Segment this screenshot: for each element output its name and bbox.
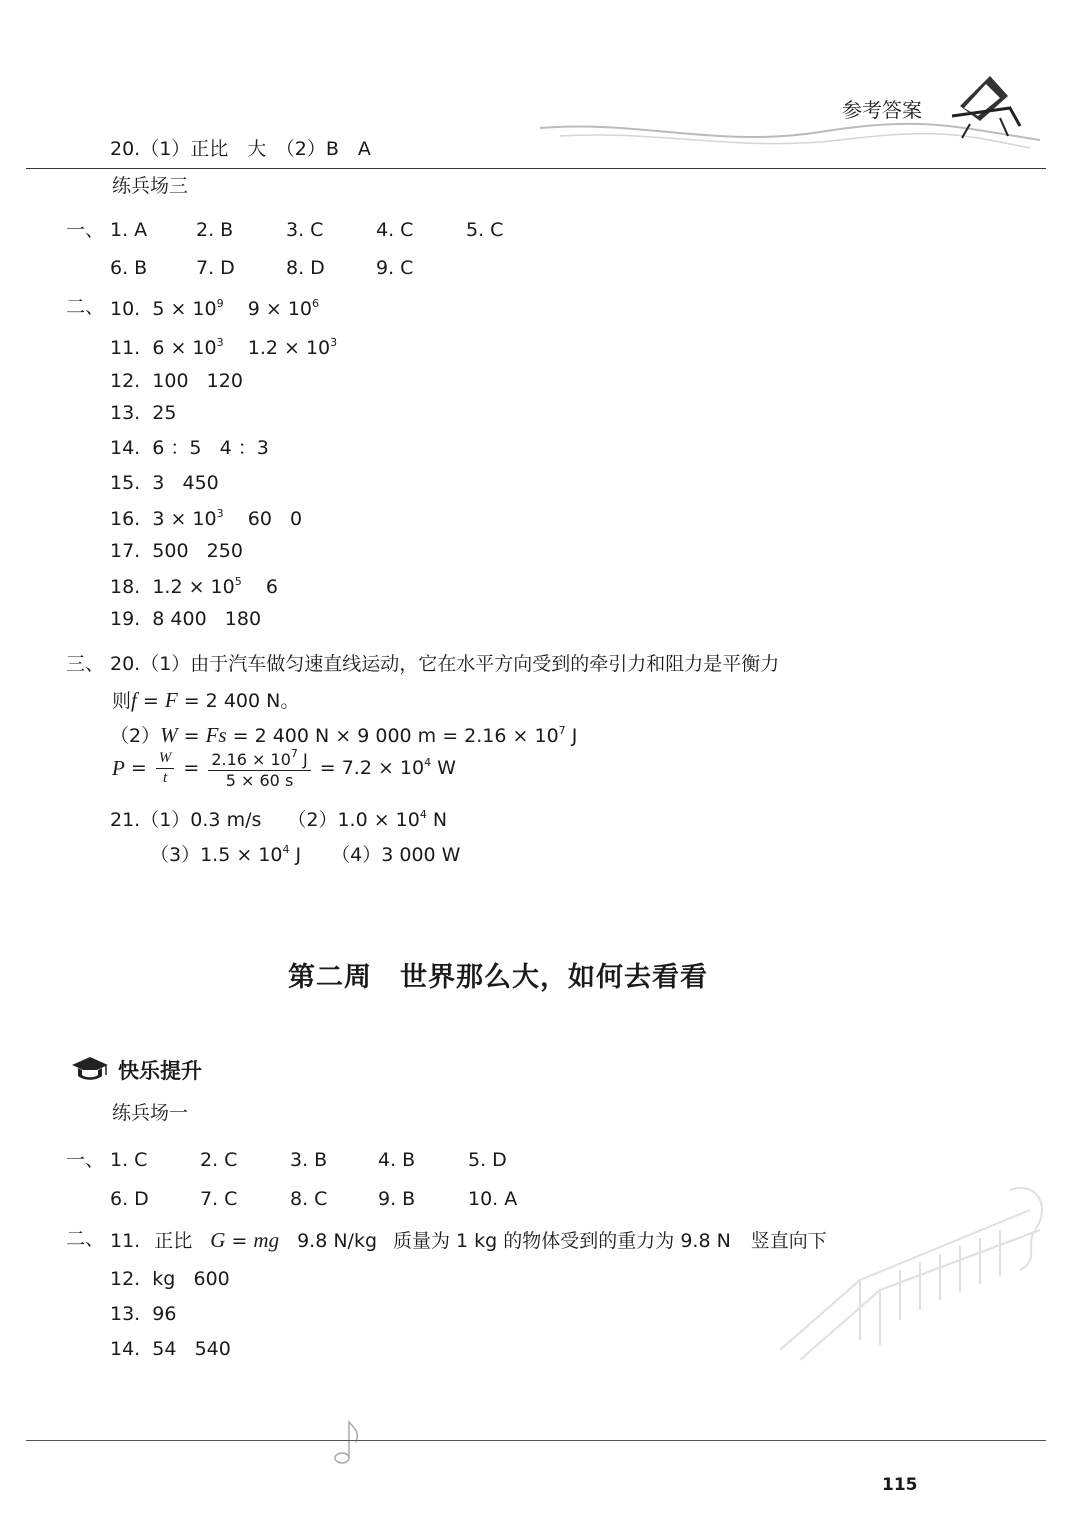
list-item: 8. D <box>286 257 325 279</box>
answer-21-line2: $(3)1.5 \times 10^4$ J （4）3 000 W <box>150 843 461 866</box>
week2-title: 第二周 世界那么大，如何去看看 <box>288 962 708 993</box>
list-item: 7. D <box>196 257 235 279</box>
drill1-answer-13: 13. 96 <box>110 1303 177 1325</box>
section-3-label: 三、 <box>66 653 105 675</box>
footer-rule <box>26 1440 1046 1441</box>
music-note-icon <box>332 1418 362 1468</box>
header-rule <box>26 168 1046 169</box>
list-item: 4. B <box>378 1149 416 1171</box>
section-2-label: 二、 <box>66 296 105 318</box>
list-item: 6. D <box>110 1188 149 1210</box>
list-item: 2. C <box>200 1149 238 1171</box>
fraction-w-over-t: $\frac{W}{t}$ <box>156 751 175 786</box>
drill3-title: 练兵场三 <box>112 175 189 197</box>
drill1-answer-11: 11. 正比 G = mg 9.8 N/kg 质量为 1 kg 的物体受到的重力为 9.8 N 竖直向下 <box>110 1228 827 1252</box>
answer-15: 15. 3 450 <box>110 472 219 494</box>
answer-16: 16. $3 \times 10^3$ 60 0 <box>110 507 303 530</box>
list-item: 9. B <box>378 1188 416 1210</box>
list-item: 2. B <box>196 219 234 241</box>
drill1-answer-14: 14. 54 540 <box>110 1338 231 1360</box>
list-item: 1. C <box>110 1149 148 1171</box>
piano-sketch-decoration <box>740 1170 1060 1390</box>
list-item: 8. C <box>290 1188 328 1210</box>
list-item: 3. C <box>286 219 324 241</box>
section-1-label: 一、 <box>66 1149 105 1171</box>
list-item: 3. B <box>290 1149 328 1171</box>
answer-10: 10. $5 \times 10^9$ $9 \times 10^6$ <box>110 297 320 320</box>
list-item: 9. C <box>376 257 414 279</box>
list-item: 5. C <box>466 219 504 241</box>
drill1-answer-12: 12. kg 600 <box>110 1268 230 1290</box>
section-2-label: 二、 <box>66 1228 105 1250</box>
list-item: 1. A <box>110 219 148 241</box>
list-item: 6. B <box>110 257 148 279</box>
answer-20-line4: P = $\frac{W}{t}$ = $\frac{2.16 \times 10^7 J}{5 \times 60 s}$ = $7.2 \times 10^4$ W <box>112 747 456 790</box>
list-item: 4. C <box>376 219 414 241</box>
graduation-cap-icon <box>70 1055 110 1083</box>
answer-17: 17. 500 250 <box>110 540 243 562</box>
list-item: 10. A <box>468 1188 518 1210</box>
answer-21-line1: 21.（1）0.3 m/s $(2)1.0 \times 10^4$ N <box>110 808 448 831</box>
answer-12: 12. 100 120 <box>110 370 243 392</box>
header-decoration <box>520 60 1060 170</box>
section-1-label: 一、 <box>66 219 105 241</box>
answer-20-line3: （2）W = Fs = 2 400 N × 9 000 $m = 2.16 \times 10^7$ J <box>110 723 578 747</box>
answer-20-line1: 20.（1）由于汽车做匀速直线运动，它在水平方向受到的牵引力和阻力是平衡力 <box>110 653 780 675</box>
fraction-work-over-time: $\frac{2.16 \times 10^7 J}{5 \times 60 s}$ <box>208 748 310 789</box>
header-title: 参考答案 <box>842 98 922 122</box>
answer-11: 11. $6 \times 10^3$ $1.2 \times 10^3$ <box>110 336 338 359</box>
list-item: 5. D <box>468 1149 507 1171</box>
answer-19: 19. 8 400 180 <box>110 608 262 630</box>
section-title-happy: 快乐提升 <box>118 1059 202 1083</box>
answer-18: 18. $1.2 \times 10^5$ 6 <box>110 575 278 598</box>
page-number: 115 <box>882 1475 918 1495</box>
answer-20-line2: 则f = F = 2 400 N。 <box>112 688 300 712</box>
list-item: 7. C <box>200 1188 238 1210</box>
drill1-title: 练兵场一 <box>112 1102 189 1124</box>
answer-20-top: 20.（1）正比 大 （2）B A <box>110 138 371 160</box>
answer-13: 13. 25 <box>110 402 177 424</box>
answer-14: 14. 6 ：5 4 ：3 <box>110 437 269 459</box>
